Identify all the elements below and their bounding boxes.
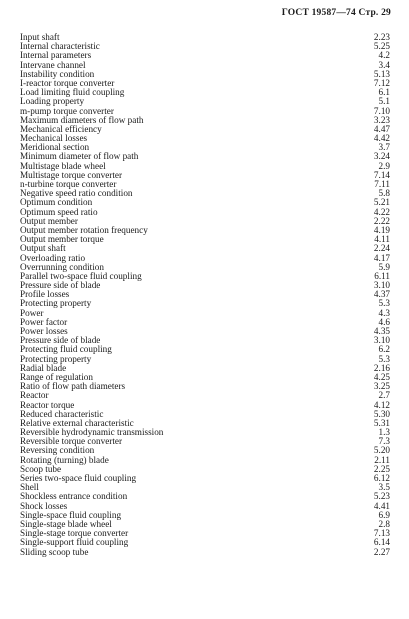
entry-reference: 4.47 xyxy=(373,123,390,134)
entry-reference: 4.42 xyxy=(373,133,390,144)
entry-reference: 4.22 xyxy=(373,206,390,217)
entry-term: Negative speed ratio condition xyxy=(20,188,133,199)
entry-term: Rotating (turning) blade xyxy=(20,454,109,465)
entry-term: Protecting fluid coupling xyxy=(20,344,112,355)
entry-term: Profile losses xyxy=(20,289,70,300)
entry-term: Reactor xyxy=(20,390,49,401)
index-entry xyxy=(20,391,390,400)
entry-reference: 3.5 xyxy=(378,482,390,493)
entry-term: Parallel two-space fluid coupling xyxy=(20,270,142,281)
entry-term: Reduced characteristic xyxy=(20,408,104,419)
page-label: Стр. xyxy=(358,8,379,18)
entry-term: Shockless entrance condition xyxy=(20,491,128,502)
entry-reference: 2.16 xyxy=(373,362,390,373)
entry-reference: 2.27 xyxy=(373,546,390,557)
entry-term: Sliding scoop tube xyxy=(20,546,89,557)
entry-term: Overrunning condition xyxy=(20,261,104,272)
entry-term: Output member rotation frequency xyxy=(20,224,148,235)
index-entry xyxy=(20,318,390,327)
entry-term: Relative external characteristic xyxy=(20,417,134,428)
entry-term: Power xyxy=(20,307,44,318)
entry-term: Overloading ratio xyxy=(20,252,86,263)
entry-reference: 3.10 xyxy=(373,280,390,291)
entry-reference: 7.12 xyxy=(373,77,390,88)
entry-reference: 3.10 xyxy=(373,335,390,346)
entry-term: Shock losses xyxy=(20,500,68,511)
entry-reference: 2.11 xyxy=(374,454,390,465)
entry-term: Single-stage torque converter xyxy=(20,528,129,539)
entry-term: Reversing condition xyxy=(20,445,95,456)
entry-reference: 5.8 xyxy=(378,188,390,199)
entry-reference: 5.31 xyxy=(373,417,390,428)
index-entry xyxy=(20,281,390,290)
index-entry xyxy=(20,309,390,318)
term-index-list xyxy=(20,33,390,557)
entry-reference: 5.3 xyxy=(378,298,390,309)
entry-reference: 3.4 xyxy=(378,59,390,70)
entry-reference: 2.8 xyxy=(378,518,390,529)
standard-code: ГОСТ 19587—74 xyxy=(281,8,356,18)
entry-reference: 3.23 xyxy=(373,114,390,125)
entry-reference: 3.25 xyxy=(373,381,390,392)
entry-reference: 5.20 xyxy=(373,445,390,456)
index-entry xyxy=(20,474,390,483)
entry-reference: 5.9 xyxy=(378,261,390,272)
entry-term: Range of regulation xyxy=(20,371,93,382)
index-entry xyxy=(20,492,390,501)
entry-term: Reversible hydrodynamic transmission xyxy=(20,427,164,438)
entry-reference: 4.3 xyxy=(378,307,390,318)
entry-reference: 4.25 xyxy=(373,371,390,382)
entry-reference: 6.9 xyxy=(378,509,390,520)
entry-reference: 3.24 xyxy=(373,151,390,162)
entry-term: Scoop tube xyxy=(20,463,62,474)
entry-term: Radial blade xyxy=(20,362,67,373)
entry-reference: 5.25 xyxy=(373,41,390,52)
entry-term: m-pump torque converter xyxy=(20,105,114,116)
entry-term: Output member torque xyxy=(20,234,104,245)
entry-term: Protecting property xyxy=(20,353,92,364)
entry-term: Output shaft xyxy=(20,243,66,254)
entry-term: n-turbine torque converter xyxy=(20,179,117,189)
entry-reference: 6.14 xyxy=(373,537,390,548)
entry-reference: 6.11 xyxy=(374,270,390,281)
entry-reference: 4.35 xyxy=(373,326,390,336)
entry-reference: 5.21 xyxy=(373,197,390,208)
entry-reference: 6.1 xyxy=(378,87,390,98)
entry-reference: 7.14 xyxy=(373,169,390,180)
entry-reference: 7.11 xyxy=(374,179,390,189)
entry-term: I-reactor torque converter xyxy=(20,77,115,88)
entry-reference: 7.13 xyxy=(373,528,390,539)
entry-reference: 5.23 xyxy=(373,491,390,502)
entry-term: Multistage blade wheel xyxy=(20,160,106,171)
entry-reference: 2.24 xyxy=(373,243,390,254)
index-entry xyxy=(20,548,390,557)
index-entry xyxy=(20,235,390,244)
entry-term: Series two-space fluid coupling xyxy=(20,473,137,483)
entry-term: Multistage torque converter xyxy=(20,169,123,180)
entry-term: Instability condition xyxy=(20,68,95,79)
entry-reference: 7.3 xyxy=(378,436,390,447)
entry-reference: 4.17 xyxy=(373,252,390,263)
entry-term: Protecting property xyxy=(20,298,92,309)
entry-term: Mechanical efficiency xyxy=(20,123,102,134)
index-entry xyxy=(20,299,390,308)
entry-term: Pressure side of blade xyxy=(20,280,101,291)
entry-term: Intervane channel xyxy=(20,59,86,70)
entry-term: Internal parameters xyxy=(20,50,92,61)
page-header xyxy=(282,8,391,18)
entry-reference: 5.13 xyxy=(373,68,390,79)
entry-term: Meridional section xyxy=(20,142,90,153)
entry-term: Ratio of flow path diameters xyxy=(20,381,126,392)
entry-term: Minimum diameter of flow path xyxy=(20,151,139,162)
entry-reference: 2.23 xyxy=(373,32,390,42)
entry-term: Power factor xyxy=(20,316,68,327)
entry-reference: 2.22 xyxy=(373,215,390,226)
entry-term: Optimum speed ratio xyxy=(20,206,98,217)
entry-term: Power losses xyxy=(20,326,68,336)
entry-term: Pressure side of blade xyxy=(20,335,101,346)
entry-reference: 4.2 xyxy=(378,50,390,61)
entry-reference: 4.12 xyxy=(373,399,390,410)
entry-reference: 5.1 xyxy=(378,96,390,107)
entry-reference: 4.37 xyxy=(373,289,390,300)
entry-reference: 6.12 xyxy=(373,473,390,483)
entry-reference: 4.19 xyxy=(373,224,390,235)
entry-reference: 5.3 xyxy=(378,353,390,364)
page-number: 29 xyxy=(381,8,391,18)
entry-term: Load limiting fluid coupling xyxy=(20,87,125,98)
entry-reference: 4.41 xyxy=(373,500,390,511)
entry-reference: 4.11 xyxy=(374,234,390,245)
entry-term: Internal characteristic xyxy=(20,41,100,52)
index-entry xyxy=(20,456,390,465)
entry-reference: 1.3 xyxy=(378,427,390,438)
entry-reference: 4.6 xyxy=(378,316,390,327)
entry-term: Maximum diameters of flow path xyxy=(20,114,144,125)
entry-term: Shell xyxy=(20,482,39,493)
entry-reference: 2.9 xyxy=(378,160,390,171)
entry-reference: 2.7 xyxy=(378,390,390,401)
entry-term: Single-stage blade wheel xyxy=(20,518,112,529)
entry-term: Input shaft xyxy=(20,32,60,42)
entry-term: Output member xyxy=(20,215,78,226)
entry-term: Single-support fluid coupling xyxy=(20,537,129,548)
entry-term: Single-space fluid coupling xyxy=(20,509,122,520)
entry-reference: 6.2 xyxy=(378,344,390,355)
entry-reference: 5.30 xyxy=(373,408,390,419)
entry-term: Mechanical losses xyxy=(20,133,88,144)
entry-reference: 3.7 xyxy=(378,142,390,153)
index-entry xyxy=(20,355,390,364)
entry-reference: 7.10 xyxy=(373,105,390,116)
entry-reference: 2.25 xyxy=(373,463,390,474)
entry-term: Optimum condition xyxy=(20,197,93,208)
entry-term: Loading property xyxy=(20,96,85,107)
entry-term: Reversible torque converter xyxy=(20,436,123,447)
index-entry xyxy=(20,382,390,391)
entry-term: Reactor torque xyxy=(20,399,75,410)
